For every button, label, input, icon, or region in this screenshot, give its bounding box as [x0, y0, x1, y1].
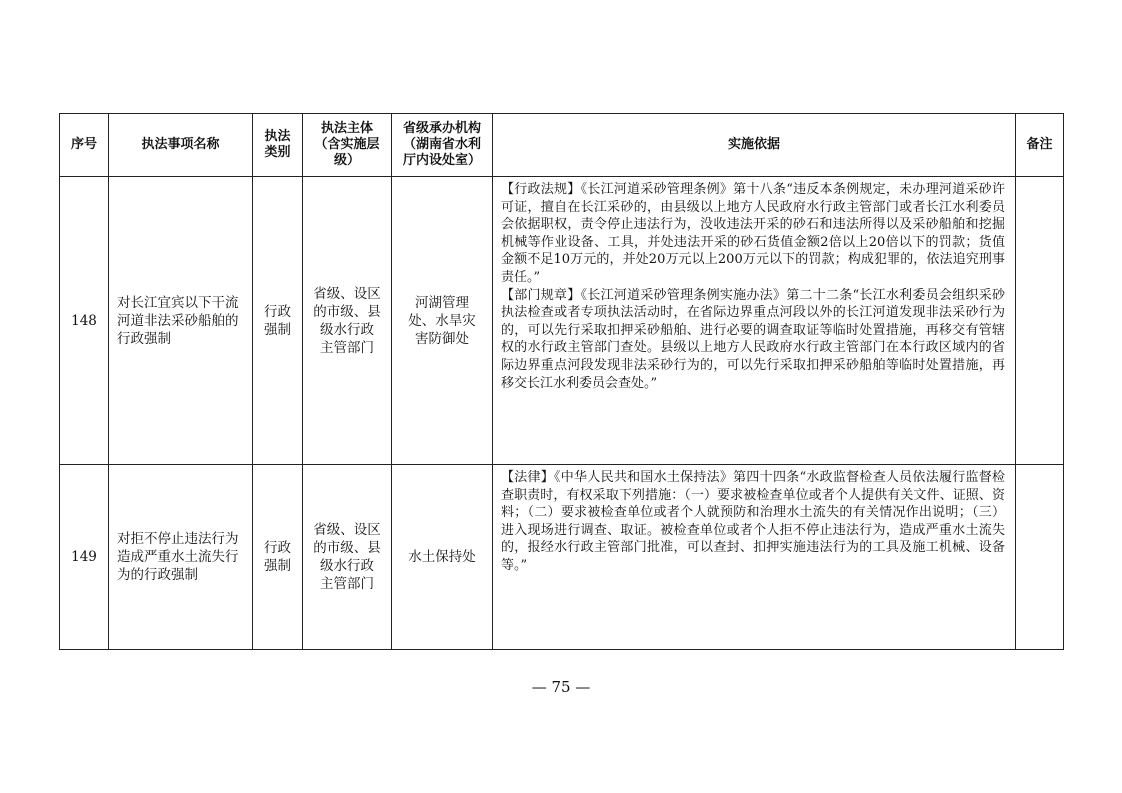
- enforcement-table-container: [59, 113, 1063, 650]
- header-provincial-org: 省级承办机构 （湖南省水利 厅内设处室）: [392, 114, 493, 177]
- row-provincial-org: 河湖管理 处、水旱灾 害防御处: [392, 177, 493, 465]
- row-provincial-org: 水土保持处: [392, 465, 493, 650]
- row-remarks: [1016, 465, 1064, 650]
- row-seq: 148: [60, 177, 109, 465]
- row-remarks: [1016, 177, 1064, 465]
- basis-paragraph: 【法律】《中华人民共和国水土保持法》第四十四条“水政监督检查人员依法履行监督检查职责时，有权采取下列措施：（一）要求被检查单位或者个人提供有关文件、证照、资料；（二）要求被检查单位或者个人就预防和治理水土流失的有关情况作出说明；（三）进入现场进行调查、取证。被检查单位或者个人拒不停止违法行为，造成严重水土流失的，报经水行政主管部门批准，可以查封、扣押实施违法行为的工具及施工机械、设备等。”: [501, 470, 1005, 573]
- row-category: 行政 强制: [253, 177, 303, 465]
- row-seq: 149: [60, 465, 109, 650]
- table-header-row: [60, 114, 1064, 177]
- header-basis: 实施依据: [493, 114, 1016, 177]
- header-item-name: 执法事项名称: [109, 114, 253, 177]
- row-item-name: 对长江宜宾以下干流河道非法采砂船舶的行政强制: [109, 177, 253, 465]
- header-remarks: 备注: [1016, 114, 1064, 177]
- enforcement-items-table: [59, 113, 1064, 650]
- basis-paragraph: 【行政法规】《长江河道采砂管理条例》第十八条“违反本条例规定，未办理河道采砂许可证，擅自在长江采砂的，由县级以上地方人民政府水行政主管部门或者长江水利委员会依据职权，责令停止违法行为，没收违法开采的砂石和违法所得以及采砂船舶和挖掘机械等作业设备、工具，并处违法开采的砂石货值金额2倍以上20倍以下的罚款；货值金额不足10万元的，并处20万元以上200万元以下的罚款；构成犯罪的，依法追究刑事责任。”: [501, 182, 1005, 285]
- row-subject: 省级、设区 的市级、县 级水行政 主管部门: [303, 177, 392, 465]
- row-basis: [493, 465, 1016, 650]
- header-category: 执法 类别: [253, 114, 303, 177]
- header-seq: 序号: [60, 114, 109, 177]
- header-subject: 执法主体 （含实施层 级）: [303, 114, 392, 177]
- page-number: — 75 —: [531, 678, 591, 696]
- row-subject: 省级、设区 的市级、县 级水行政 主管部门: [303, 465, 392, 650]
- row-category: 行政 强制: [253, 465, 303, 650]
- row-basis: [493, 177, 1016, 465]
- basis-paragraph: 【部门规章】《长江河道采砂管理条例实施办法》第二十二条“长江水利委员会组织采砂执法检查或者专项执法活动时，在省际边界重点河段以外的长江河道发现非法采砂行为的，可以先行采取扣押采砂船舶、进行必要的调查取证等临时处置措施，再移交有管辖权的水行政主管部门查处。县级以上地方人民政府水行政主管部门在本行政区域内的省际边界重点河段发现非法采砂行为的，可以先行采取扣押采砂船舶等临时处置措施，再移交长江水利委员会查处。”: [501, 287, 1005, 391]
- row-item-name: 对拒不停止违法行为造成严重水土流失行为的行政强制: [109, 465, 253, 650]
- table-row: [60, 465, 1064, 650]
- table-row: [60, 177, 1064, 465]
